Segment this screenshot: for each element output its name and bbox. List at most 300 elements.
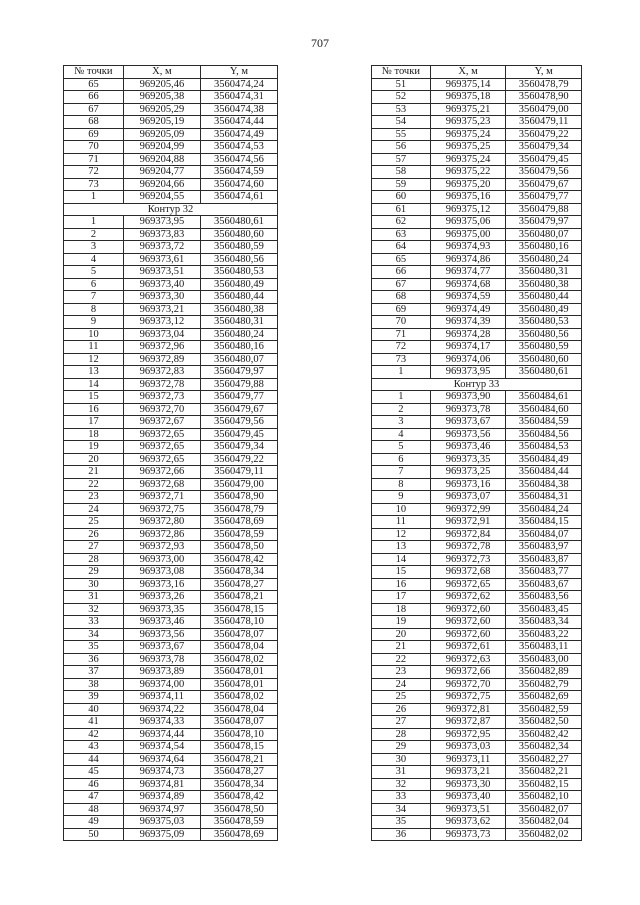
y-coordinate-cell: 3560480,61 bbox=[506, 366, 582, 379]
point-number-cell: 13 bbox=[372, 541, 431, 554]
point-number-cell: 37 bbox=[64, 666, 124, 679]
y-coordinate-cell: 3560479,97 bbox=[506, 216, 582, 229]
y-coordinate-cell: 3560482,69 bbox=[506, 691, 582, 704]
table-row bbox=[372, 341, 582, 354]
table-row bbox=[372, 203, 582, 216]
table-row bbox=[64, 816, 278, 829]
table-row bbox=[372, 591, 582, 604]
table-row bbox=[64, 741, 278, 754]
y-coordinate-cell: 3560482,21 bbox=[506, 766, 582, 779]
y-coordinate-cell: 3560479,97 bbox=[200, 366, 277, 379]
table-row bbox=[64, 391, 278, 404]
y-coordinate-cell: 3560483,34 bbox=[506, 616, 582, 629]
x-coordinate-cell: 969372,65 bbox=[123, 441, 200, 454]
x-coordinate-cell: 969372,67 bbox=[123, 416, 200, 429]
x-coordinate-cell: 969373,73 bbox=[430, 828, 506, 841]
header-y: Y, м bbox=[506, 66, 582, 79]
x-coordinate-cell: 969374,59 bbox=[430, 291, 506, 304]
page-number: 707 bbox=[311, 36, 329, 50]
table-row bbox=[372, 441, 582, 454]
y-coordinate-cell: 3560482,07 bbox=[506, 803, 582, 816]
point-number-cell: 6 bbox=[372, 453, 431, 466]
y-coordinate-cell: 3560482,04 bbox=[506, 816, 582, 829]
x-coordinate-cell: 969375,06 bbox=[430, 216, 506, 229]
table-row bbox=[372, 628, 582, 641]
table-row bbox=[372, 466, 582, 479]
table-row bbox=[64, 178, 278, 191]
y-coordinate-cell: 3560480,38 bbox=[200, 303, 277, 316]
y-coordinate-cell: 3560478,34 bbox=[200, 778, 277, 791]
y-coordinate-cell: 3560479,11 bbox=[506, 116, 582, 129]
point-number-cell: 50 bbox=[64, 828, 124, 841]
point-number-cell: 58 bbox=[372, 166, 431, 179]
point-number-cell: 73 bbox=[372, 353, 431, 366]
y-coordinate-cell: 3560480,24 bbox=[200, 328, 277, 341]
table-row bbox=[64, 766, 278, 779]
point-number-cell: 29 bbox=[372, 741, 431, 754]
x-coordinate-cell: 969374,89 bbox=[123, 791, 200, 804]
y-coordinate-cell: 3560480,44 bbox=[200, 291, 277, 304]
section-row bbox=[64, 203, 278, 216]
point-number-cell: 5 bbox=[372, 441, 431, 454]
x-coordinate-cell: 969204,66 bbox=[123, 178, 200, 191]
y-coordinate-cell: 3560483,56 bbox=[506, 591, 582, 604]
x-coordinate-cell: 969372,66 bbox=[123, 466, 200, 479]
header-y: Y, м bbox=[200, 66, 277, 79]
y-coordinate-cell: 3560478,02 bbox=[200, 653, 277, 666]
point-number-cell: 28 bbox=[372, 728, 431, 741]
point-number-cell: 4 bbox=[372, 428, 431, 441]
y-coordinate-cell: 3560480,38 bbox=[506, 278, 582, 291]
table-row bbox=[372, 691, 582, 704]
table-row bbox=[64, 691, 278, 704]
point-number-cell: 8 bbox=[372, 478, 431, 491]
x-coordinate-cell: 969374,93 bbox=[430, 241, 506, 254]
table-row bbox=[372, 791, 582, 804]
y-coordinate-cell: 3560478,27 bbox=[200, 578, 277, 591]
table-row bbox=[64, 578, 278, 591]
x-coordinate-cell: 969372,93 bbox=[123, 541, 200, 554]
point-number-cell: 31 bbox=[64, 591, 124, 604]
table-row bbox=[64, 141, 278, 154]
y-coordinate-cell: 3560478,42 bbox=[200, 791, 277, 804]
point-number-cell: 20 bbox=[64, 453, 124, 466]
point-number-cell: 40 bbox=[64, 703, 124, 716]
y-coordinate-cell: 3560480,24 bbox=[506, 253, 582, 266]
point-number-cell: 42 bbox=[64, 728, 124, 741]
y-coordinate-cell: 3560479,34 bbox=[506, 141, 582, 154]
table-row bbox=[64, 591, 278, 604]
x-coordinate-cell: 969375,22 bbox=[430, 166, 506, 179]
x-coordinate-cell: 969373,95 bbox=[123, 216, 200, 229]
table-row bbox=[372, 703, 582, 716]
point-number-cell: 72 bbox=[64, 166, 124, 179]
y-coordinate-cell: 3560482,34 bbox=[506, 741, 582, 754]
point-number-cell: 3 bbox=[64, 241, 124, 254]
y-coordinate-cell: 3560479,77 bbox=[506, 191, 582, 204]
table-row bbox=[64, 453, 278, 466]
x-coordinate-cell: 969205,09 bbox=[123, 128, 200, 141]
point-number-cell: 14 bbox=[372, 553, 431, 566]
x-coordinate-cell: 969372,70 bbox=[430, 678, 506, 691]
table-row bbox=[372, 678, 582, 691]
section-title: Контур 32 bbox=[64, 203, 278, 216]
table-row bbox=[372, 116, 582, 129]
x-coordinate-cell: 969375,00 bbox=[430, 228, 506, 241]
y-coordinate-cell: 3560483,00 bbox=[506, 653, 582, 666]
x-coordinate-cell: 969372,83 bbox=[123, 366, 200, 379]
table-row bbox=[372, 553, 582, 566]
table-row bbox=[372, 128, 582, 141]
table-row bbox=[64, 753, 278, 766]
y-coordinate-cell: 3560479,00 bbox=[200, 478, 277, 491]
table-row bbox=[64, 828, 278, 841]
point-number-cell: 65 bbox=[64, 78, 124, 91]
point-number-cell: 70 bbox=[372, 316, 431, 329]
x-coordinate-cell: 969374,06 bbox=[430, 353, 506, 366]
table-row bbox=[372, 303, 582, 316]
y-coordinate-cell: 3560483,77 bbox=[506, 566, 582, 579]
x-coordinate-cell: 969372,65 bbox=[123, 428, 200, 441]
point-number-cell: 31 bbox=[372, 766, 431, 779]
table-row bbox=[372, 653, 582, 666]
point-number-cell: 27 bbox=[64, 541, 124, 554]
point-number-cell: 13 bbox=[64, 366, 124, 379]
point-number-cell: 3 bbox=[372, 416, 431, 429]
y-coordinate-cell: 3560478,69 bbox=[200, 516, 277, 529]
point-number-cell: 15 bbox=[372, 566, 431, 579]
point-number-cell: 61 bbox=[372, 203, 431, 216]
y-coordinate-cell: 3560484,56 bbox=[506, 428, 582, 441]
table-row bbox=[372, 316, 582, 329]
table-row bbox=[372, 241, 582, 254]
point-number-cell: 21 bbox=[372, 641, 431, 654]
point-number-cell: 23 bbox=[64, 491, 124, 504]
y-coordinate-cell: 3560474,31 bbox=[200, 91, 277, 104]
x-coordinate-cell: 969373,56 bbox=[123, 628, 200, 641]
point-number-cell: 41 bbox=[64, 716, 124, 729]
x-coordinate-cell: 969373,35 bbox=[123, 603, 200, 616]
point-number-cell: 36 bbox=[372, 828, 431, 841]
x-coordinate-cell: 969372,95 bbox=[430, 728, 506, 741]
table-row bbox=[64, 416, 278, 429]
point-number-cell: 67 bbox=[372, 278, 431, 291]
point-number-cell: 66 bbox=[64, 91, 124, 104]
table-row bbox=[372, 266, 582, 279]
point-number-cell: 12 bbox=[372, 528, 431, 541]
x-coordinate-cell: 969373,16 bbox=[123, 578, 200, 591]
y-coordinate-cell: 3560483,22 bbox=[506, 628, 582, 641]
y-coordinate-cell: 3560478,69 bbox=[200, 828, 277, 841]
x-coordinate-cell: 969373,67 bbox=[123, 641, 200, 654]
x-coordinate-cell: 969374,44 bbox=[123, 728, 200, 741]
y-coordinate-cell: 3560479,45 bbox=[200, 428, 277, 441]
y-coordinate-cell: 3560478,07 bbox=[200, 628, 277, 641]
point-number-cell: 34 bbox=[372, 803, 431, 816]
y-coordinate-cell: 3560478,07 bbox=[200, 716, 277, 729]
point-number-cell: 17 bbox=[372, 591, 431, 604]
point-number-cell: 22 bbox=[372, 653, 431, 666]
x-coordinate-cell: 969375,20 bbox=[430, 178, 506, 191]
table-row bbox=[372, 728, 582, 741]
table-row bbox=[64, 641, 278, 654]
y-coordinate-cell: 3560474,61 bbox=[200, 191, 277, 204]
table-row bbox=[372, 278, 582, 291]
y-coordinate-cell: 3560480,31 bbox=[200, 316, 277, 329]
table-row bbox=[64, 478, 278, 491]
y-coordinate-cell: 3560480,31 bbox=[506, 266, 582, 279]
x-coordinate-cell: 969372,75 bbox=[123, 503, 200, 516]
x-coordinate-cell: 969372,60 bbox=[430, 628, 506, 641]
x-coordinate-cell: 969373,67 bbox=[430, 416, 506, 429]
table-row bbox=[372, 328, 582, 341]
table-row bbox=[64, 241, 278, 254]
y-coordinate-cell: 3560474,59 bbox=[200, 166, 277, 179]
table-row bbox=[64, 341, 278, 354]
table-row bbox=[372, 228, 582, 241]
x-coordinate-cell: 969373,11 bbox=[430, 753, 506, 766]
table-body-left bbox=[64, 78, 278, 841]
point-number-cell: 11 bbox=[64, 341, 124, 354]
section-row bbox=[372, 378, 582, 391]
x-coordinate-cell: 969373,46 bbox=[123, 616, 200, 629]
point-number-cell: 38 bbox=[64, 678, 124, 691]
y-coordinate-cell: 3560484,44 bbox=[506, 466, 582, 479]
x-coordinate-cell: 969374,22 bbox=[123, 703, 200, 716]
y-coordinate-cell: 3560482,50 bbox=[506, 716, 582, 729]
point-number-cell: 7 bbox=[372, 466, 431, 479]
x-coordinate-cell: 969372,89 bbox=[123, 353, 200, 366]
y-coordinate-cell: 3560484,15 bbox=[506, 516, 582, 529]
x-coordinate-cell: 969375,23 bbox=[430, 116, 506, 129]
table-row bbox=[64, 166, 278, 179]
y-coordinate-cell: 3560478,59 bbox=[200, 528, 277, 541]
y-coordinate-cell: 3560480,44 bbox=[506, 291, 582, 304]
x-coordinate-cell: 969373,90 bbox=[430, 391, 506, 404]
point-number-cell: 20 bbox=[372, 628, 431, 641]
header-x: X, м bbox=[430, 66, 506, 79]
point-number-cell: 11 bbox=[372, 516, 431, 529]
table-row bbox=[372, 141, 582, 154]
y-coordinate-cell: 3560484,61 bbox=[506, 391, 582, 404]
table-row bbox=[372, 753, 582, 766]
table-row bbox=[64, 528, 278, 541]
y-coordinate-cell: 3560484,60 bbox=[506, 403, 582, 416]
y-coordinate-cell: 3560480,53 bbox=[200, 266, 277, 279]
x-coordinate-cell: 969372,81 bbox=[430, 703, 506, 716]
point-number-cell: 19 bbox=[64, 441, 124, 454]
point-number-cell: 1 bbox=[64, 216, 124, 229]
point-number-cell: 34 bbox=[64, 628, 124, 641]
x-coordinate-cell: 969372,73 bbox=[430, 553, 506, 566]
x-coordinate-cell: 969373,51 bbox=[430, 803, 506, 816]
x-coordinate-cell: 969373,04 bbox=[123, 328, 200, 341]
table-row bbox=[64, 791, 278, 804]
table-row bbox=[64, 503, 278, 516]
table-row bbox=[372, 766, 582, 779]
point-number-cell: 26 bbox=[372, 703, 431, 716]
table-row bbox=[64, 628, 278, 641]
x-coordinate-cell: 969373,62 bbox=[430, 816, 506, 829]
table-row bbox=[64, 103, 278, 116]
y-coordinate-cell: 3560484,53 bbox=[506, 441, 582, 454]
y-coordinate-cell: 3560478,15 bbox=[200, 741, 277, 754]
y-coordinate-cell: 3560480,16 bbox=[506, 241, 582, 254]
y-coordinate-cell: 3560479,34 bbox=[200, 441, 277, 454]
x-coordinate-cell: 969373,08 bbox=[123, 566, 200, 579]
x-coordinate-cell: 969372,60 bbox=[430, 603, 506, 616]
point-number-cell: 71 bbox=[64, 153, 124, 166]
point-number-cell: 19 bbox=[372, 616, 431, 629]
x-coordinate-cell: 969373,00 bbox=[123, 553, 200, 566]
coordinates-table-left bbox=[63, 65, 278, 841]
table-row bbox=[64, 403, 278, 416]
point-number-cell: 26 bbox=[64, 528, 124, 541]
y-coordinate-cell: 3560478,15 bbox=[200, 603, 277, 616]
x-coordinate-cell: 969373,51 bbox=[123, 266, 200, 279]
point-number-cell: 46 bbox=[64, 778, 124, 791]
x-coordinate-cell: 969374,73 bbox=[123, 766, 200, 779]
y-coordinate-cell: 3560479,22 bbox=[506, 128, 582, 141]
point-number-cell: 45 bbox=[64, 766, 124, 779]
table-row bbox=[64, 128, 278, 141]
point-number-cell: 21 bbox=[64, 466, 124, 479]
table-body-right bbox=[372, 78, 582, 841]
y-coordinate-cell: 3560483,67 bbox=[506, 578, 582, 591]
point-number-cell: 53 bbox=[372, 103, 431, 116]
table-row bbox=[64, 78, 278, 91]
x-coordinate-cell: 969373,72 bbox=[123, 241, 200, 254]
y-coordinate-cell: 3560478,04 bbox=[200, 703, 277, 716]
y-coordinate-cell: 3560478,34 bbox=[200, 566, 277, 579]
point-number-cell: 12 bbox=[64, 353, 124, 366]
y-coordinate-cell: 3560478,27 bbox=[200, 766, 277, 779]
table-row bbox=[372, 403, 582, 416]
point-number-cell: 10 bbox=[64, 328, 124, 341]
y-coordinate-cell: 3560480,60 bbox=[200, 228, 277, 241]
table-row bbox=[64, 703, 278, 716]
table-row bbox=[64, 278, 278, 291]
y-coordinate-cell: 3560484,49 bbox=[506, 453, 582, 466]
point-number-cell: 59 bbox=[372, 178, 431, 191]
x-coordinate-cell: 969374,33 bbox=[123, 716, 200, 729]
y-coordinate-cell: 3560478,90 bbox=[200, 491, 277, 504]
y-coordinate-cell: 3560479,67 bbox=[200, 403, 277, 416]
x-coordinate-cell: 969374,39 bbox=[430, 316, 506, 329]
point-number-cell: 24 bbox=[64, 503, 124, 516]
table-row bbox=[64, 603, 278, 616]
point-number-cell: 33 bbox=[372, 791, 431, 804]
x-coordinate-cell: 969372,60 bbox=[430, 616, 506, 629]
y-coordinate-cell: 3560480,49 bbox=[200, 278, 277, 291]
y-coordinate-cell: 3560478,10 bbox=[200, 728, 277, 741]
x-coordinate-cell: 969373,30 bbox=[123, 291, 200, 304]
table-row bbox=[64, 378, 278, 391]
y-coordinate-cell: 3560480,16 bbox=[200, 341, 277, 354]
table-row bbox=[372, 516, 582, 529]
x-coordinate-cell: 969204,55 bbox=[123, 191, 200, 204]
x-coordinate-cell: 969374,17 bbox=[430, 341, 506, 354]
table-row bbox=[372, 253, 582, 266]
table-row bbox=[372, 353, 582, 366]
coordinates-table-right bbox=[371, 65, 582, 841]
table-row bbox=[64, 666, 278, 679]
x-coordinate-cell: 969373,16 bbox=[430, 478, 506, 491]
point-number-cell: 43 bbox=[64, 741, 124, 754]
x-coordinate-cell: 969373,95 bbox=[430, 366, 506, 379]
x-coordinate-cell: 969375,24 bbox=[430, 153, 506, 166]
y-coordinate-cell: 3560480,53 bbox=[506, 316, 582, 329]
x-coordinate-cell: 969372,86 bbox=[123, 528, 200, 541]
point-number-cell: 30 bbox=[64, 578, 124, 591]
table-row bbox=[64, 191, 278, 204]
point-number-cell: 17 bbox=[64, 416, 124, 429]
x-coordinate-cell: 969373,30 bbox=[430, 778, 506, 791]
table-row bbox=[64, 516, 278, 529]
y-coordinate-cell: 3560482,79 bbox=[506, 678, 582, 691]
y-coordinate-cell: 3560478,59 bbox=[200, 816, 277, 829]
point-number-cell: 67 bbox=[64, 103, 124, 116]
table-row bbox=[372, 666, 582, 679]
y-coordinate-cell: 3560479,88 bbox=[506, 203, 582, 216]
x-coordinate-cell: 969372,65 bbox=[430, 578, 506, 591]
y-coordinate-cell: 3560478,90 bbox=[506, 91, 582, 104]
point-number-cell: 69 bbox=[372, 303, 431, 316]
point-number-cell: 5 bbox=[64, 266, 124, 279]
point-number-cell: 36 bbox=[64, 653, 124, 666]
x-coordinate-cell: 969374,97 bbox=[123, 803, 200, 816]
x-coordinate-cell: 969374,81 bbox=[123, 778, 200, 791]
point-number-cell: 1 bbox=[372, 366, 431, 379]
x-coordinate-cell: 969372,62 bbox=[430, 591, 506, 604]
x-coordinate-cell: 969375,14 bbox=[430, 78, 506, 91]
table-row bbox=[64, 778, 278, 791]
y-coordinate-cell: 3560474,56 bbox=[200, 153, 277, 166]
point-number-cell: 73 bbox=[64, 178, 124, 191]
point-number-cell: 18 bbox=[64, 428, 124, 441]
x-coordinate-cell: 969372,68 bbox=[123, 478, 200, 491]
point-number-cell: 68 bbox=[64, 116, 124, 129]
y-coordinate-cell: 3560474,38 bbox=[200, 103, 277, 116]
table-row bbox=[64, 566, 278, 579]
point-number-cell: 71 bbox=[372, 328, 431, 341]
point-number-cell: 49 bbox=[64, 816, 124, 829]
x-coordinate-cell: 969374,54 bbox=[123, 741, 200, 754]
point-number-cell: 23 bbox=[372, 666, 431, 679]
x-coordinate-cell: 969204,99 bbox=[123, 141, 200, 154]
point-number-cell: 10 bbox=[372, 503, 431, 516]
x-coordinate-cell: 969372,80 bbox=[123, 516, 200, 529]
point-number-cell: 70 bbox=[64, 141, 124, 154]
x-coordinate-cell: 969372,91 bbox=[430, 516, 506, 529]
table-row bbox=[64, 428, 278, 441]
x-coordinate-cell: 969373,12 bbox=[123, 316, 200, 329]
table-row bbox=[372, 216, 582, 229]
point-number-cell: 51 bbox=[372, 78, 431, 91]
y-coordinate-cell: 3560478,01 bbox=[200, 666, 277, 679]
table-row bbox=[64, 678, 278, 691]
point-number-cell: 8 bbox=[64, 303, 124, 316]
table-row bbox=[64, 803, 278, 816]
header-x: X, м bbox=[123, 66, 200, 79]
x-coordinate-cell: 969373,03 bbox=[430, 741, 506, 754]
table-row bbox=[372, 528, 582, 541]
table-row bbox=[64, 466, 278, 479]
x-coordinate-cell: 969373,56 bbox=[430, 428, 506, 441]
point-number-cell: 25 bbox=[372, 691, 431, 704]
table-row bbox=[372, 778, 582, 791]
point-number-cell: 72 bbox=[372, 341, 431, 354]
